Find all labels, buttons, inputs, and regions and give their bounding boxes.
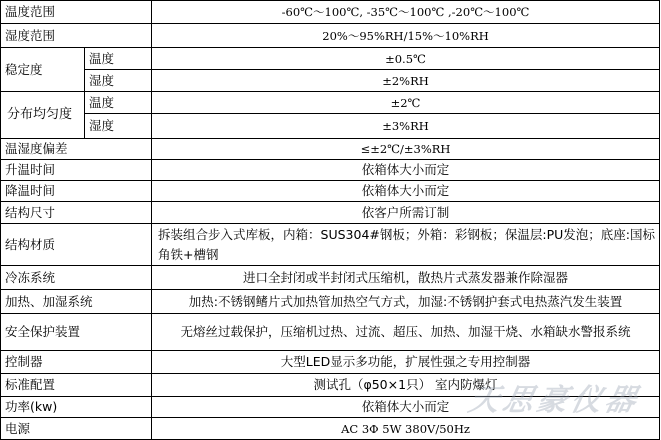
table-row (1, 139, 660, 160)
row-label: 湿度范围 (1, 24, 152, 48)
row-label: 控制器 (1, 351, 152, 374)
row-value: 依箱体大小而定 (152, 181, 660, 202)
row-sublabel: 温度 (85, 92, 152, 114)
row-value: 加热:不锈钢鳍片式加热管加热空气方式，加湿:不锈钢护套式电热蒸汽发生装置 (152, 290, 660, 314)
row-value: ±0.5℃ (152, 48, 660, 70)
table-row (1, 266, 660, 290)
row-value: 依箱体大小而定 (152, 397, 660, 418)
row-value: ±2%RH (152, 70, 660, 92)
row-label: 升温时间 (1, 160, 152, 181)
row-value: -60℃～100℃, -35℃～100℃ ,-20℃～100℃ (152, 1, 660, 24)
table-row (1, 92, 660, 114)
row-sublabel: 温度 (85, 48, 152, 70)
row-value: 依箱体大小而定 (152, 160, 660, 181)
table-row (1, 314, 660, 351)
row-sublabel: 湿度 (85, 70, 152, 92)
row-label: 结构尺寸 (1, 202, 152, 224)
row-sublabel: 湿度 (85, 114, 152, 139)
row-label: 功率(kw) (1, 397, 152, 418)
row-value: ±3%RH (152, 114, 660, 139)
table-row (1, 181, 660, 202)
table-row (1, 374, 660, 397)
row-value: ±2℃ (152, 92, 660, 114)
row-label: 电源 (1, 418, 152, 440)
table-row (1, 418, 660, 440)
table-row (1, 114, 660, 139)
table-row (1, 224, 660, 266)
row-label: 结构材质 (1, 224, 152, 266)
row-value: 拆装组合步入式库板，内箱：SUS304#钢板；外箱：彩钢板；保温层:PU发泡；底座:国标角铁+槽钢 (152, 224, 660, 266)
row-value: 无熔丝过载保护，压缩机过热、过流、超压、加热、加湿干烧、水箱缺水警报系统 (152, 314, 660, 351)
row-value: 大型LED显示多功能，扩展性强之专用控制器 (152, 351, 660, 374)
row-value: 依客户所需订制 (152, 202, 660, 224)
table-row (1, 160, 660, 181)
row-label: 温湿度偏差 (1, 139, 152, 160)
row-value: ≤±2℃/±3%RH (152, 139, 660, 160)
row-label: 安全保护装置 (1, 314, 152, 351)
table-row (1, 70, 660, 92)
row-value: 测试孔（φ50×1只） 室内防爆灯 (152, 374, 660, 397)
table-row (1, 397, 660, 418)
row-label: 冷冻系统 (1, 266, 152, 290)
row-value: AC 3Φ 5W 380V/50Hz (152, 418, 660, 440)
row-value: 进口全封闭或半封闭式压缩机，散热片式蒸发器兼作除湿器 (152, 266, 660, 290)
row-label: 温度范围 (1, 1, 152, 24)
watermark: 天思豪仪器 (465, 383, 643, 418)
row-label: 标准配置 (1, 374, 152, 397)
table-row (1, 48, 660, 70)
row-label: 加热、加湿系统 (1, 290, 152, 314)
table-row (1, 1, 660, 24)
row-value: 20%～95%RH/15%～10%RH (152, 24, 660, 48)
row-label: 稳定度 (1, 48, 85, 92)
table-row (1, 290, 660, 314)
table-row (1, 24, 660, 48)
table-row (1, 202, 660, 224)
table-row (1, 351, 660, 374)
row-label: 分布均匀度 (1, 92, 85, 139)
row-label: 降温时间 (1, 181, 152, 202)
